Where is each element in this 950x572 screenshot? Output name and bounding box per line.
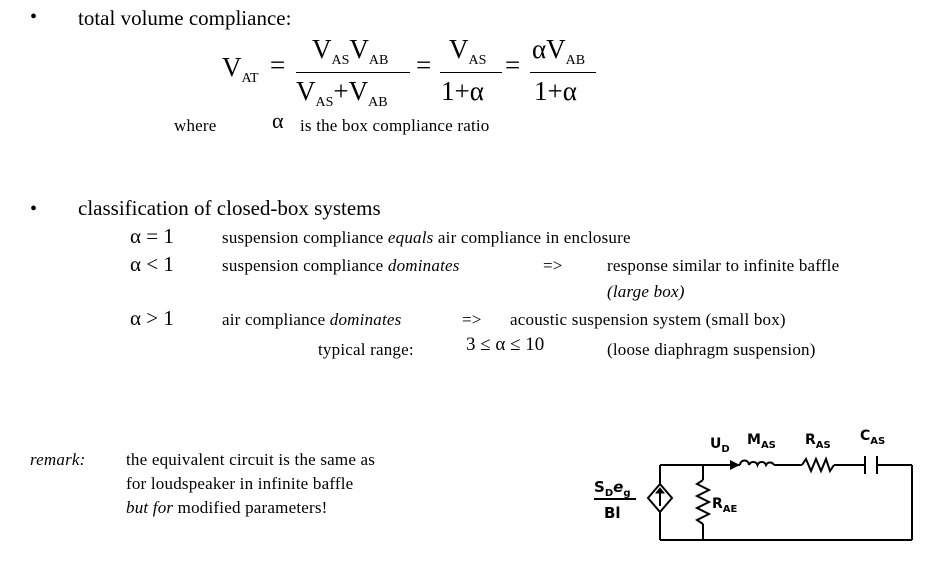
resistor-ras-symbol bbox=[802, 459, 834, 471]
remark-line-1: the equivalent circuit is the same as bbox=[126, 450, 376, 469]
dependent-source-symbol bbox=[648, 484, 672, 512]
label-ras: $R_{AS}$ bbox=[805, 432, 831, 451]
eq-f2-denominator: 1+α bbox=[441, 76, 484, 106]
heading-total-volume-compliance: total volume compliance: bbox=[78, 6, 292, 30]
where-description: is the box compliance ratio bbox=[300, 116, 490, 135]
inductor-mas-symbol bbox=[740, 461, 774, 466]
row3-result: acoustic suspension system (small box) bbox=[510, 310, 786, 329]
eq-equals-3: = bbox=[505, 50, 521, 80]
eq-f3-denominator: 1+α bbox=[534, 76, 577, 106]
condition-alpha-equal-1: α = 1 bbox=[130, 224, 174, 248]
source-label-numerator: $S_De_g$ bbox=[594, 478, 631, 499]
eq-f3-bar bbox=[530, 72, 596, 73]
row3-description: air compliance dominates bbox=[222, 310, 402, 329]
eq-equals-2: = bbox=[416, 50, 432, 80]
heading-classification: classification of closed-box systems bbox=[78, 196, 381, 220]
alpha-symbol: α bbox=[272, 108, 284, 133]
remark-label: remark: bbox=[30, 450, 86, 469]
remark-line-3: but for modified parameters! bbox=[126, 498, 328, 517]
row2-result-note: (large box) bbox=[607, 282, 685, 301]
source-label-denominator: Bl bbox=[604, 504, 621, 522]
bullet-1: • bbox=[30, 6, 38, 28]
label-ud: $U_D$ bbox=[710, 436, 730, 455]
eq-f2-numerator: $V_{AS}$ bbox=[449, 34, 487, 68]
typical-range-label: typical range: bbox=[318, 340, 414, 359]
typical-range-note: (loose diaphragm suspension) bbox=[607, 340, 816, 359]
eq-f1-bar bbox=[296, 72, 410, 73]
row2-result: response similar to infinite baffle bbox=[607, 256, 840, 275]
label-rae: $R_{AE}$ bbox=[712, 496, 738, 515]
capacitor-cas-symbol bbox=[865, 456, 877, 474]
condition-alpha-less-1: α < 1 bbox=[130, 252, 174, 276]
row2-arrow: => bbox=[543, 256, 563, 275]
row3-arrow: => bbox=[462, 310, 482, 329]
remark-line-2: for loudspeaker in infinite baffle bbox=[126, 474, 354, 493]
bullet-2: • bbox=[30, 198, 38, 220]
circuit-wires bbox=[660, 465, 912, 540]
current-arrow bbox=[730, 460, 740, 470]
where-label: where bbox=[174, 116, 217, 135]
eq-lhs: $V_{AT}$ bbox=[222, 52, 259, 86]
resistor-rae-symbol bbox=[697, 480, 709, 524]
eq-equals-1: = bbox=[270, 50, 286, 80]
eq-f2-bar bbox=[440, 72, 502, 73]
condition-alpha-greater-1: α > 1 bbox=[130, 306, 174, 330]
equivalent-circuit bbox=[590, 420, 930, 570]
eq-f1-denominator: $V_{AS}+V_{AB}$ bbox=[296, 76, 388, 110]
label-mas: $M_{AS}$ bbox=[747, 432, 776, 451]
eq-f3-numerator: $\alpha V_{AB}$ bbox=[532, 34, 586, 68]
eq-f1-numerator: $V_{AS}V_{AB}$ bbox=[312, 34, 389, 68]
row2-description: suspension compliance dominates bbox=[222, 256, 460, 275]
label-cas: $C_{AS}$ bbox=[860, 428, 886, 447]
row1-description: suspension compliance equals air compliance in enclosure bbox=[222, 228, 631, 247]
typical-range-value: 3 ≤ α ≤ 10 bbox=[466, 334, 545, 355]
